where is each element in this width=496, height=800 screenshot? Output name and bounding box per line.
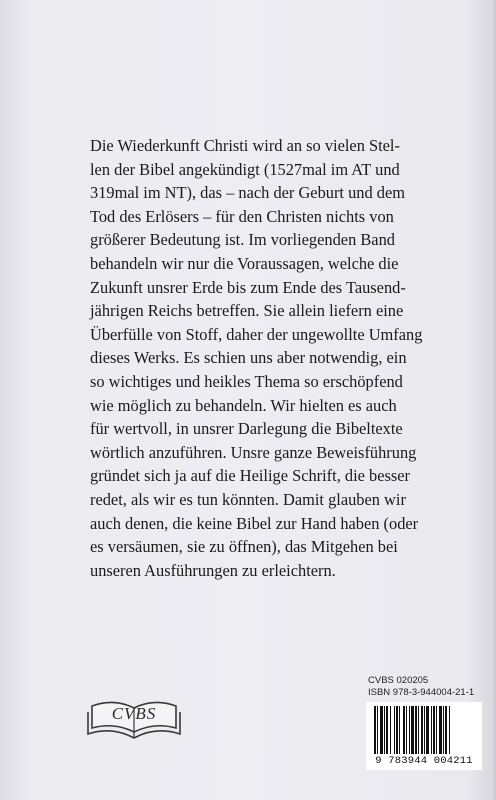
barcode-bar — [421, 706, 423, 754]
barcode-icon — [374, 706, 474, 756]
blurb-line: redet, als wir es tun könnten. Damit glauben wir — [90, 489, 406, 509]
barcode-bar — [431, 706, 432, 754]
blurb-line: len der Bibel angekündigt (1527mal im AT und — [90, 159, 400, 179]
barcode-bar — [399, 706, 400, 754]
barcode-bar — [445, 706, 447, 754]
barcode-bar — [424, 706, 425, 754]
blurb-line: so wichtiges und heikles Thema so erschöpfend — [90, 371, 403, 391]
barcode-bar — [443, 706, 444, 754]
barcode-bar — [396, 706, 398, 754]
blurb-line: es versäumen, sie zu öffnen), das Mitgehen bei — [90, 537, 398, 557]
blurb-text — [90, 134, 423, 582]
barcode-bar — [380, 706, 383, 754]
barcode-bar — [390, 706, 391, 754]
barcode-bar — [377, 706, 378, 754]
barcode-bar — [384, 706, 385, 754]
barcode-bar — [449, 706, 450, 754]
blurb-line: für wertvoll, in unsrer Darlegung die Bibeltexte — [90, 419, 403, 439]
barcode-bar — [394, 706, 395, 754]
blurb-line: größerer Bedeutung ist. Im vorliegenden Band — [90, 230, 395, 250]
barcode-bar — [436, 706, 437, 754]
blurb-line: 319mal im NT), das – nach der Geburt und dem — [90, 183, 405, 203]
blurb-line: jährigen Reichs betreffen. Sie allein liefern eine — [90, 301, 404, 321]
barcode-bar — [439, 706, 442, 754]
barcode-bar — [411, 706, 414, 754]
blurb-line: dieses Werks. Es schien uns aber notwendig, ein — [90, 348, 407, 368]
barcode-bar — [418, 706, 419, 754]
barcode-bar — [409, 706, 410, 754]
blurb-line: Überfülle von Stoff, daher der ungewollte Umfang — [90, 324, 423, 344]
blurb-line: behandeln wir nur die Voraussagen, welche die — [90, 253, 399, 273]
cover-edge — [490, 0, 496, 800]
barcode-bar — [374, 706, 376, 754]
blurb-line: Zukunft unsrer Erde bis zum Ende des Tausend- — [90, 277, 406, 297]
blurb-line: unseren Ausführungen zu erleichtern. — [90, 560, 336, 580]
blurb-line: Tod des Erlösers – für den Christen nichts von — [90, 206, 394, 226]
barcode-bar — [415, 706, 417, 754]
blurb-line: wörtlich anzuführen. Unsre ganze Beweisführung — [90, 442, 417, 462]
barcode — [366, 702, 482, 770]
barcode-digits: 9 783944 004211 — [375, 755, 473, 767]
barcode-bar — [426, 706, 429, 754]
barcode-bar — [403, 706, 405, 754]
barcode-bar — [406, 706, 407, 754]
blurb-line: gründet sich ja auf die Heilige Schrift, die besser — [90, 466, 410, 486]
product-code: CVBS 020205 — [368, 675, 429, 686]
isbn-number: ISBN 978-3-944004-21-1 — [368, 687, 475, 698]
logo-text: CVBS — [111, 704, 157, 723]
publisher-codes — [368, 675, 474, 699]
barcode-bar — [433, 706, 435, 754]
blurb-line: wie möglich zu behandeln. Wir hielten es auch — [90, 395, 397, 415]
blurb-line: auch denen, die keine Bibel zur Hand haben (oder — [90, 513, 419, 533]
barcode-bar — [386, 706, 388, 754]
blurb-line: Die Wiederkunft Christi wird an so vielen Stel- — [90, 136, 400, 155]
